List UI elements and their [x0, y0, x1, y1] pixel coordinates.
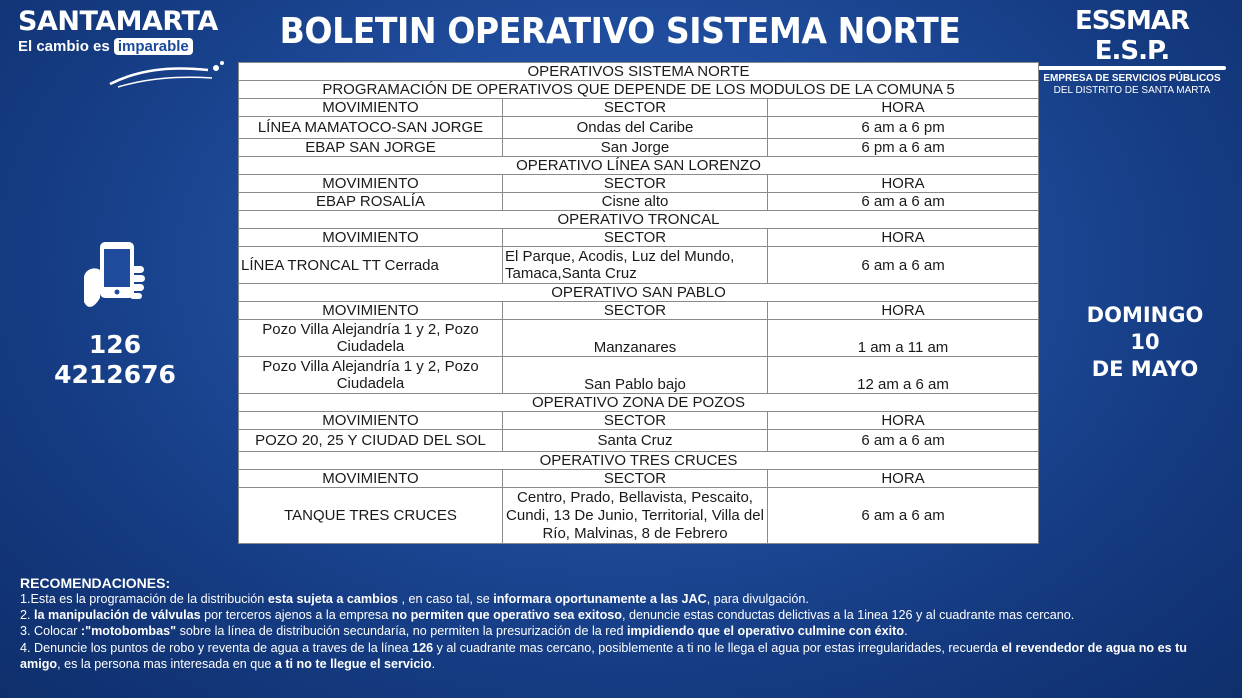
rec-text: , es la persona mas interesada en que: [57, 656, 275, 671]
header-sector: SECTOR: [503, 302, 768, 320]
header-hora: HORA: [768, 412, 1039, 430]
table-row: [239, 139, 1039, 157]
rec-text: , para divulgación.: [706, 592, 809, 606]
header-hora: HORA: [768, 175, 1039, 193]
cell-movimiento: Pozo Villa Alejandría 1 y 2, Pozo Ciudadela: [239, 320, 503, 357]
contact-block: [40, 240, 190, 390]
section-title: OPERATIVO TRES CRUCES: [239, 452, 1039, 470]
header-movimiento: MOVIMIENTO: [239, 99, 503, 117]
rec-bold: esta sujeta a cambios: [267, 592, 399, 606]
header-movimiento: MOVIMIENTO: [239, 470, 503, 488]
section-title: OPERATIVO LÍNEA SAN LORENZO: [239, 157, 1039, 175]
recommendations: [20, 575, 1225, 672]
section-title: OPERATIVO SAN PABLO: [239, 284, 1039, 302]
wave-swoosh-icon: [108, 60, 228, 90]
rec-bold: :"motobombas": [80, 624, 177, 639]
essmar-brand: ESSMAR E.S.P.: [1074, 6, 1190, 66]
recommendation-item: [20, 623, 1225, 639]
table-row: [239, 247, 1039, 284]
logo-divider: [1038, 66, 1226, 70]
rec-text: , en caso tal, se: [398, 592, 494, 606]
cell-hora: 1 am a 11 am: [768, 320, 1039, 357]
tagline-prefix: El cambio es: [18, 38, 110, 55]
cell-sector: Ondas del Caribe: [503, 117, 768, 139]
rec-bold: a ti no te llegue el servicio: [274, 656, 432, 671]
essmar-logo: [1034, 6, 1230, 96]
cell-movimiento: LÍNEA TRONCAL TT Cerrada: [239, 247, 503, 284]
essmar-line1: EMPRESA DE SERVICIOS PÚBLICOS: [1043, 73, 1221, 84]
rec-text: .: [904, 624, 908, 639]
table-row: [239, 357, 1039, 394]
page-title: BOLETIN OPERATIVO SISTEMA NORTE: [279, 11, 961, 52]
rec-text: sobre la línea de distribución secundaría, no permiten la presurización de la red: [176, 624, 627, 639]
cell-sector: Manzanares: [503, 320, 768, 357]
cell-hora: 6 am a 6 am: [768, 247, 1039, 284]
cell-sector: San Jorge: [503, 139, 768, 157]
rec-text: 3. Colocar: [20, 624, 81, 639]
rec-bold: informara oportunamente a las JAC: [493, 592, 707, 606]
table-row: [239, 320, 1039, 357]
rec-text: .: [431, 656, 436, 671]
table-row: [239, 193, 1039, 211]
table-title: OPERATIVOS SISTEMA NORTE: [239, 63, 1039, 81]
cell-hora: 6 pm a 6 am: [768, 139, 1039, 157]
recommendation-item: [20, 607, 1225, 623]
essmar-line2: DEL DISTRITO DE SANTA MARTA: [1053, 85, 1211, 96]
cell-movimiento: EBAP ROSALÍA: [239, 193, 503, 211]
recommendations-title: RECOMENDACIONES:: [20, 575, 171, 591]
header-hora: HORA: [768, 470, 1039, 488]
header-sector: SECTOR: [503, 412, 768, 430]
operations-table: [238, 62, 1039, 544]
santamarta-logo: [18, 8, 228, 88]
section-title: PROGRAMACIÓN DE OPERATIVOS QUE DEPENDE DE LOS MODULOS DE LA COMUNA 5: [239, 81, 1039, 99]
rec-text: 1.Esta es la programación de la distribución: [20, 592, 268, 606]
recommendation-item: [20, 640, 1225, 672]
section-title: OPERATIVO TRONCAL: [239, 211, 1039, 229]
date-block: [1075, 302, 1215, 383]
cell-hora: 12 am a 6 am: [768, 357, 1039, 394]
rec-text: , denuncie estas conductas delictivas a la 1inea 126 y al cuadrante mas cercano.: [621, 608, 1075, 623]
rec-text: y al cuadrante mas cercano, posiblemente a ti no le llega el agua por estas irregularidades, recuerda: [433, 640, 1002, 655]
cell-movimiento: TANQUE TRES CRUCES: [239, 488, 503, 544]
header-hora: HORA: [768, 99, 1039, 117]
cell-sector: Centro, Prado, Bellavista, Pescaito, Cundi, 13 De Junio, Territorial, Villa del Río, Malvinas, 8 de Febrero: [503, 488, 768, 544]
header-sector: SECTOR: [503, 470, 768, 488]
cell-sector: San Pablo bajo: [503, 357, 768, 394]
phone-hand-icon: [80, 240, 150, 312]
rec-bold: no permiten que operativo sea exitoso: [391, 608, 622, 623]
header-hora: HORA: [768, 229, 1039, 247]
header-sector: SECTOR: [503, 229, 768, 247]
rec-bold: impidiendo que el operativo culmine con éxito: [626, 624, 905, 639]
table-row: [239, 117, 1039, 139]
rec-bold: el revendedor de agua no es tu amigo: [20, 640, 1188, 671]
date-month: DE MAYO: [1091, 357, 1199, 381]
header-movimiento: MOVIMIENTO: [239, 175, 503, 193]
header-sector: SECTOR: [503, 175, 768, 193]
section-title: OPERATIVO ZONA DE POZOS: [239, 394, 1039, 412]
santamarta-tagline: [18, 38, 228, 55]
header-movimiento: MOVIMIENTO: [239, 412, 503, 430]
rec-bold: la manipulación de válvulas: [34, 608, 201, 623]
table-row: [239, 488, 1039, 544]
header-movimiento: MOVIMIENTO: [239, 229, 503, 247]
date-day: DOMINGO: [1086, 303, 1204, 327]
cell-movimiento: Pozo Villa Alejandría 1 y 2, Pozo Ciudadela: [239, 357, 503, 394]
cell-movimiento: POZO 20, 25 Y CIUDAD DEL SOL: [239, 430, 503, 452]
cell-hora: 6 am a 6 am: [768, 430, 1039, 452]
rec-text: 2.: [20, 608, 35, 623]
date-number: 10: [1130, 330, 1160, 354]
cell-hora: 6 am a 6 am: [768, 488, 1039, 544]
cell-hora: 6 am a 6 am: [768, 193, 1039, 211]
contact-phone-number: 4212676: [54, 360, 176, 389]
header-hora: HORA: [768, 302, 1039, 320]
cell-movimiento: EBAP SAN JORGE: [239, 139, 503, 157]
cell-sector: Cisne alto: [503, 193, 768, 211]
table-row: [239, 430, 1039, 452]
recommendation-item: [20, 591, 1225, 607]
tagline-highlight: imparable: [114, 38, 193, 55]
cell-movimiento: LÍNEA MAMATOCO-SAN JORGE: [239, 117, 503, 139]
header-movimiento: MOVIMIENTO: [239, 302, 503, 320]
cell-sector: El Parque, Acodis, Luz del Mundo, Tamaca,Santa Cruz: [503, 247, 768, 284]
header-sector: SECTOR: [503, 99, 768, 117]
rec-bold: 126: [412, 640, 434, 655]
cell-sector: Santa Cruz: [503, 430, 768, 452]
rec-text: por terceros ajenos a la empresa: [200, 608, 392, 623]
rec-text: 4. Denuncie los puntos de robo y reventa de agua a traves de la línea: [20, 640, 413, 655]
santamarta-brand: SANTAMARTA: [18, 6, 218, 37]
cell-hora: 6 am a 6 pm: [768, 117, 1039, 139]
contact-line-126: 126: [88, 330, 142, 359]
